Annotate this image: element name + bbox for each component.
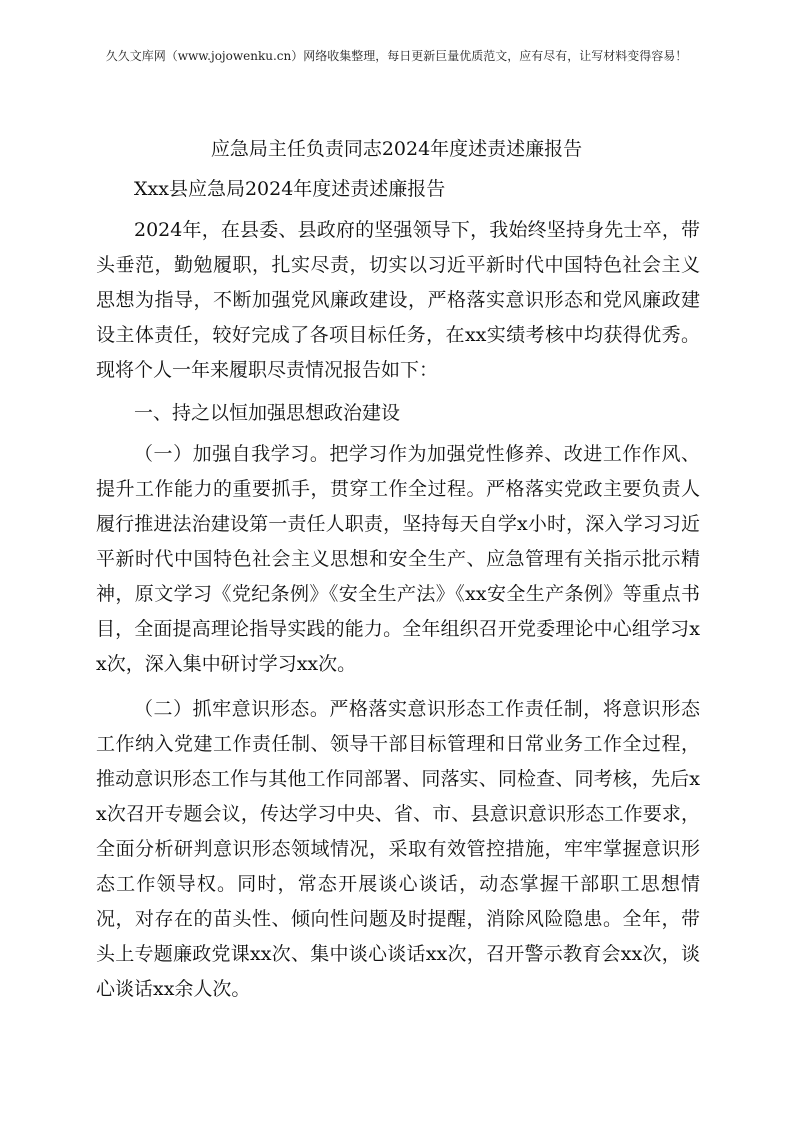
- header-banner: 久久文库网（www.jojowenku.cn）网络收集整理，每日更新巨量优质范文，应有尽有，让写材料变得容易！: [105, 49, 688, 63]
- document-subtitle: Xxx县应急局2024年度述责述廉报告: [134, 178, 446, 200]
- section-heading-1: 一、持之以恒加强思想政治建设: [134, 402, 401, 424]
- document-title: 应急局主任负责同志2024年度述责述廉报告: [210, 138, 583, 160]
- intro-paragraph: 2024年，在县委、县政府的坚强领导下，我始终坚持身先士卒，带头垂范，勤勉履职，扎实尽责，切实以习近平新时代中国特色社会主义思想为指导，不断加强党风廉政建设，严格落实意识形态和党风廉政建设主体责任，较好完成了各项目标任务，在xx实绩考核中均获得优秀。现将个人一年来履职尽责情况报告如下：: [96, 219, 700, 381]
- paragraph-ideology: （二）抓牢意识形态。严格落实意识形态工作责任制，将意识形态工作纳入党建工作责任制、领导干部目标管理和日常业务工作全过程，推动意识形态工作与其他工作同部署、同落实、同检查、同考核，先后xx次召开专题会议，传达学习中央、省、市、县意识意识形态工作要求，全面分析研判意识形态领域情况，采取有效管控措施，牢牢掌握意识形态工作领导权。同时，常态开展谈心谈话，动态掌握干部职工思想情况，对存在的苗头性、倾向性问题及时提醒，消除风险隐患。全年，带头上专题廉政党课xx次、集中谈心谈话xx次，召开警示教育会xx次，谈心谈话xx余人次。: [96, 698, 700, 1000]
- document-body: [96, 172, 700, 1007]
- paragraph-self-study: （一）加强自我学习。把学习作为加强党性修养、改进工作作风、提升工作能力的重要抓手，贯穿工作全过程。严格落实党政主要负责人履行推进法治建设第一责任人职责，坚持每天自学x小时，深入学习习近平新时代中国特色社会主义思想和安全生产、应急管理有关指示批示精神，原文学习《党纪条例》《安全生产法》《xx安全生产条例》等重点书目，全面提高理论指导实践的能力。全年组织召开党委理论中心组学习xx次，深入集中研讨学习xx次。: [96, 443, 700, 675]
